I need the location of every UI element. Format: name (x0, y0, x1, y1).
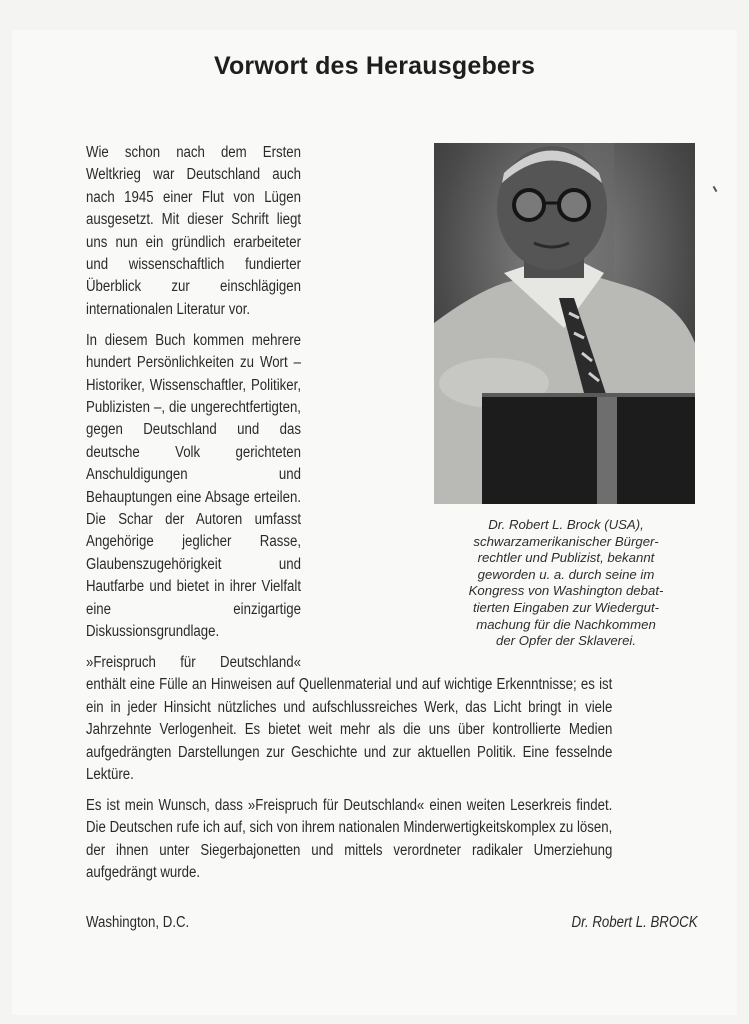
caption-line: Kongress von Washington debat- (468, 583, 664, 599)
foreword-body (86, 142, 612, 893)
caption-line: machung für die Nachkommen (476, 616, 656, 632)
paragraph-4: Es ist mein Wunsch, dass »Freispruch für Deutschland« einen weiten Leserkreis findet. Die Deutschen rufe ich auf, sich von ihrem nationalen Minderwertigkeitskomplex zu lösen, der ihnen unter Siegerbajonetten und mittels verordneter radikaler Umerziehung aufgedrängt wurde. (86, 796, 613, 882)
paragraph-3: »Freispruch für Deutschland« enthält eine Fülle an Hinweisen auf Quellenmaterial und auf wichtige Erkenntnisse; es ist ein in jeder Hinsicht nützliches und aufschlussreiches Werk, das Licht bringt in viele Jahrzehnte Verlogenheit. Es bietet weit mehr als die uns über kontrollierte Medien aufgedrängten Darstellungen zur Geschichte und zur aktuellen Politik. Eine fesselnde Lektüre. (86, 653, 613, 783)
caption-line: schwarzamerikanischer Bürger- (473, 533, 659, 549)
signature-row (86, 914, 698, 932)
paragraph-2: In diesem Buch kommen mehrere hundert Persönlichkeiten zu Wort – Historiker, Wissenschaftler, Politiker, Publizisten –, die ungerechtfertigten, gegen Deutschland und das deutsche Volk gerichteten Anschuldigungen und Behauptungen eine Absage erteilen. Die Schar der Autoren umfasst Angehörige jeglicher Rasse, Glaubenszugehörigkeit und Hautfarbe und bietet in ihrer Vielfalt eine einzigartige Diskussionsgrundlage. (86, 331, 301, 641)
caption-line: rechtler und Publizist, bekannt (477, 550, 655, 566)
signature-name: Dr. Robert L. BROCK (571, 914, 698, 931)
page-title: Vorwort des Herausgebers (213, 52, 536, 80)
caption-line: der Opfer der Sklaverei. (496, 633, 636, 649)
signature-place: Washington, D.C. (86, 914, 190, 931)
caption-line: geworden u. a. durch seine im (477, 566, 655, 582)
paragraph-1: Wie schon nach dem Ersten Weltkrieg war Deutschland auch nach 1945 einer Flut von Lügen ausgesetzt. Mit dieser Schrift liegt uns nun ein gründlich erarbeiteter und wissenschaftlich fundierter Überblick zur einschlägigen internationalen Literatur vor. (86, 144, 301, 318)
caption-line: Dr. Robert L. Brock (USA), (488, 517, 644, 532)
caption-line: tierten Eingaben zur Wiedergut- (472, 599, 660, 615)
photo-float-spacer (311, 142, 612, 670)
